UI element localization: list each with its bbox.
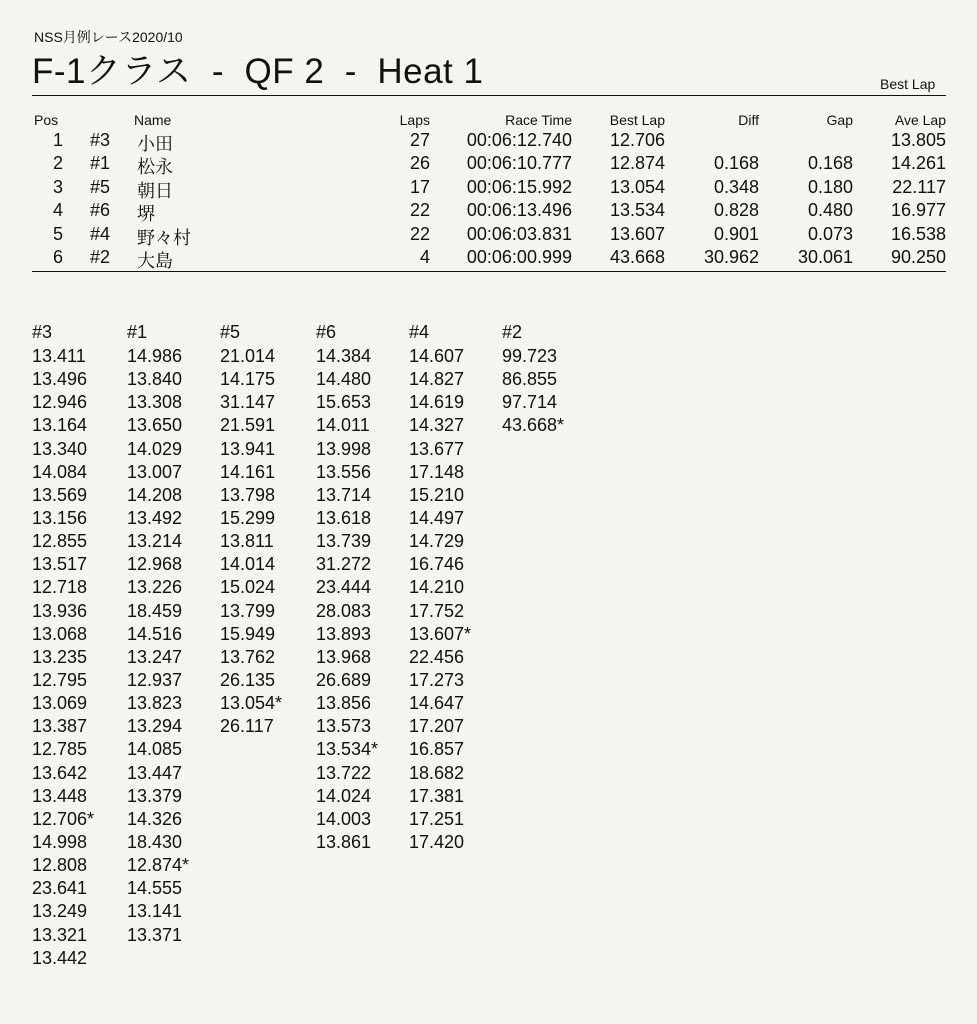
result-pos: 1	[53, 130, 64, 150]
result-car-number: #6	[90, 200, 111, 221]
lap-time: 14.607	[409, 346, 465, 366]
lap-time: 31.272	[316, 554, 372, 575]
lap-time: 14.014	[220, 554, 276, 575]
lap-time: 14.085	[127, 739, 183, 760]
lap-time: 13.556	[316, 461, 372, 482]
result-laps: 27	[409, 130, 430, 150]
result-driver-name: 小田	[137, 134, 173, 154]
lap-time: 13.321	[32, 924, 88, 945]
lap-time: 26.117	[220, 716, 274, 737]
lap-time: 12.706*	[32, 808, 95, 829]
lap-time: 14.208	[127, 484, 183, 505]
lap-time: 15.653	[316, 392, 372, 413]
result-best-lap: 12.874	[609, 153, 665, 174]
lap-time: 14.210	[409, 577, 465, 598]
lap-time: 13.569	[32, 484, 88, 505]
lap-time: 18.459	[127, 600, 183, 621]
lap-time: 12.946	[32, 392, 88, 413]
result-race-time: 00:06:15.992	[466, 176, 572, 197]
lap-time: 15.210	[409, 484, 465, 505]
lap-time: 12.795	[32, 669, 88, 690]
lap-time: 13.517	[32, 554, 88, 575]
lap-time: 21.014	[220, 346, 276, 366]
result-laps: 22	[409, 223, 430, 244]
col-pos-header: Pos	[34, 112, 59, 128]
lap-time: 18.682	[409, 762, 465, 783]
result-best-lap: 43.668	[609, 246, 665, 267]
lap-time: 12.718	[32, 577, 88, 598]
lap-time: 13.739	[316, 531, 372, 552]
lap-time: 13.573	[316, 716, 372, 737]
result-best-lap: 13.607	[609, 223, 665, 244]
lap-time: 31.147	[220, 392, 276, 413]
lap-time: 13.249	[32, 901, 88, 922]
result-ave-lap: 90.250	[890, 246, 946, 267]
lap-time: 12.808	[32, 855, 88, 876]
lap-time: 14.003	[316, 808, 372, 829]
lap-time: 14.555	[127, 878, 183, 899]
lap-time: 13.141	[127, 901, 183, 922]
lap-time: 13.936	[32, 600, 88, 621]
result-pos: 4	[53, 200, 64, 221]
lap-time: 13.856	[316, 693, 372, 714]
lap-time: 12.874*	[127, 855, 190, 876]
lap-time: 14.029	[127, 438, 183, 459]
table-row	[0, 247, 977, 270]
table-rule	[32, 271, 946, 272]
lap-time: 13.007	[127, 461, 183, 482]
result-laps: 17	[409, 176, 430, 197]
lap-time: 17.273	[409, 669, 465, 690]
lap-time: 14.480	[316, 369, 372, 390]
lap-time: 13.214	[127, 531, 183, 552]
result-driver-name: 大島	[137, 250, 173, 271]
lap-time: 28.083	[316, 600, 372, 621]
lap-time: 12.785	[32, 739, 88, 760]
lap-time: 14.619	[409, 392, 465, 413]
lap-time: 13.411	[32, 346, 86, 366]
lap-time: 13.642	[32, 762, 88, 783]
result-race-time: 00:06:00.999	[466, 246, 572, 267]
result-driver-name: 野々村	[137, 227, 191, 248]
lap-time: 12.968	[127, 554, 183, 575]
lap-time: 17.381	[409, 785, 465, 806]
result-pos: 6	[53, 246, 64, 267]
result-diff: 0.901	[713, 223, 759, 244]
lap-time: 13.340	[32, 438, 88, 459]
results-header-row	[0, 110, 977, 130]
lap-column	[32, 322, 94, 971]
result-laps: 22	[409, 200, 430, 221]
result-ave-lap: 13.805	[890, 130, 946, 150]
lap-column	[220, 322, 282, 739]
best-lap-caption: Best Lap	[880, 76, 936, 92]
lap-time: 17.207	[409, 716, 465, 737]
lap-time: 97.714	[502, 392, 558, 413]
lap-time: 21.591	[220, 415, 276, 436]
col-gap-header: Gap	[826, 112, 853, 128]
lap-time: 23.641	[32, 878, 88, 899]
lap-time: 13.379	[127, 785, 183, 806]
result-car-number: #1	[90, 153, 111, 174]
lap-time: 14.161	[220, 461, 276, 482]
lap-time: 13.534*	[316, 739, 379, 760]
col-diff-header: Diff	[738, 112, 759, 128]
result-diff: 0.348	[713, 176, 759, 197]
lap-time: 14.175	[220, 369, 276, 390]
result-diff: 0.828	[713, 200, 759, 221]
page-title: F-1クラス - QF 2 - Heat 1	[32, 52, 484, 91]
table-row	[0, 153, 977, 176]
col-name-header: Name	[134, 112, 172, 128]
lap-time: 15.949	[220, 623, 276, 644]
result-gap: 30.061	[797, 246, 853, 267]
lap-time: 26.689	[316, 669, 372, 690]
lap-time: 15.024	[220, 577, 276, 598]
lap-time: 14.827	[409, 369, 465, 390]
lap-time: 26.135	[220, 669, 276, 690]
lap-time: 13.840	[127, 369, 183, 390]
event-subtitle: NSS月例レース2020/10	[34, 29, 183, 45]
result-pos: 5	[53, 223, 64, 244]
result-best-lap: 12.706	[609, 130, 665, 150]
lap-time: 13.447	[127, 762, 183, 783]
header-rule	[32, 95, 946, 96]
col-best-lap-header: Best Lap	[609, 112, 665, 128]
lap-time: 14.084	[32, 461, 88, 482]
lap-time: 14.497	[409, 507, 465, 528]
lap-time: 12.855	[32, 531, 88, 552]
lap-column	[409, 322, 471, 855]
lap-time: 13.650	[127, 415, 183, 436]
table-row	[0, 177, 977, 200]
lap-column-car-number: #5	[220, 322, 241, 342]
result-car-number: #4	[90, 223, 111, 244]
lap-time: 23.444	[316, 577, 372, 598]
lap-time: 13.492	[127, 507, 183, 528]
result-race-time: 00:06:03.831	[466, 223, 572, 244]
result-gap: 0.480	[807, 200, 853, 221]
result-car-number: #5	[90, 176, 111, 197]
lap-time: 17.420	[409, 831, 465, 852]
lap-column	[127, 322, 189, 948]
result-driver-name: 堺	[137, 204, 155, 225]
lap-time: 14.384	[316, 346, 372, 366]
lap-column	[316, 322, 378, 855]
lap-time: 99.723	[502, 346, 558, 366]
result-race-time: 00:06:13.496	[466, 200, 572, 221]
lap-time: 13.496	[32, 369, 88, 390]
lap-time: 14.516	[127, 623, 183, 644]
lap-time: 14.986	[127, 346, 183, 366]
result-car-number: #2	[90, 246, 111, 267]
lap-time: 16.746	[409, 554, 465, 575]
lap-time: 12.937	[127, 669, 183, 690]
result-driver-name: 松永	[137, 157, 173, 178]
result-pos: 2	[53, 153, 64, 174]
lap-time: 13.442	[32, 947, 88, 968]
result-best-lap: 13.534	[609, 200, 665, 221]
result-ave-lap: 16.538	[890, 223, 946, 244]
lap-time: 86.855	[502, 369, 558, 390]
lap-column-car-number: #1	[127, 322, 148, 342]
lap-time: 14.647	[409, 693, 465, 714]
lap-column	[502, 322, 564, 439]
lap-time: 13.164	[32, 415, 88, 436]
lap-time: 13.068	[32, 623, 88, 644]
result-driver-name: 朝日	[137, 180, 173, 201]
lap-time: 13.156	[32, 507, 88, 528]
lap-time: 13.308	[127, 392, 183, 413]
col-ave-lap-header: Ave Lap	[894, 112, 946, 128]
col-laps-header: Laps	[399, 112, 430, 128]
result-gap: 0.073	[807, 223, 853, 244]
lap-time: 13.247	[127, 646, 183, 667]
lap-time: 13.294	[127, 716, 183, 737]
lap-column-car-number: #6	[316, 322, 337, 342]
lap-column-car-number: #2	[502, 322, 523, 342]
lap-time: 13.677	[409, 438, 465, 459]
lap-time: 17.752	[409, 600, 465, 621]
result-race-time: 00:06:12.740	[466, 130, 572, 150]
lap-time: 14.326	[127, 808, 183, 829]
result-best-lap: 13.054	[609, 176, 665, 197]
result-diff: 0.168	[713, 153, 759, 174]
lap-time: 13.941	[220, 438, 276, 459]
lap-column-car-number: #4	[409, 322, 430, 342]
result-race-time: 00:06:10.777	[466, 153, 572, 174]
lap-time: 13.235	[32, 646, 88, 667]
result-laps: 26	[409, 153, 430, 174]
lap-time: 13.823	[127, 693, 183, 714]
result-gap: 0.180	[807, 176, 853, 197]
lap-column-car-number: #3	[32, 322, 53, 342]
lap-time: 13.387	[32, 716, 88, 737]
result-ave-lap: 16.977	[890, 200, 946, 221]
results-table	[0, 110, 977, 270]
lap-time: 13.069	[32, 693, 88, 714]
result-laps: 4	[419, 246, 430, 267]
lap-time: 13.371	[127, 924, 183, 945]
lap-time: 13.722	[316, 762, 372, 783]
lap-time: 17.148	[409, 461, 465, 482]
lap-time: 13.893	[316, 623, 372, 644]
result-gap: 0.168	[807, 153, 853, 174]
lap-time: 13.998	[316, 438, 372, 459]
lap-time: 13.714	[316, 484, 372, 505]
lap-time: 14.998	[32, 831, 88, 852]
lap-time: 13.762	[220, 646, 276, 667]
lap-time: 43.668*	[502, 415, 565, 436]
result-pos: 3	[53, 176, 64, 197]
lap-time: 13.054*	[220, 693, 283, 714]
result-car-number: #3	[90, 130, 111, 150]
lap-time: 16.857	[409, 739, 465, 760]
lap-time: 13.618	[316, 507, 372, 528]
result-ave-lap: 14.261	[890, 153, 946, 174]
lap-time: 18.430	[127, 831, 183, 852]
lap-time: 14.024	[316, 785, 372, 806]
lap-time: 13.226	[127, 577, 183, 598]
table-row	[0, 130, 977, 153]
lap-time: 22.456	[409, 646, 465, 667]
lap-time: 13.799	[220, 600, 276, 621]
lap-time: 14.327	[409, 415, 465, 436]
table-row	[0, 224, 977, 247]
result-ave-lap: 22.117	[892, 176, 946, 197]
lap-time: 14.729	[409, 531, 465, 552]
lap-time: 15.299	[220, 507, 276, 528]
result-diff: 30.962	[703, 246, 759, 267]
lap-time: 13.861	[316, 831, 372, 852]
col-race-time-header: Race Time	[505, 112, 572, 128]
lap-time: 13.798	[220, 484, 276, 505]
lap-time: 14.011	[316, 415, 370, 436]
lap-time: 13.811	[220, 531, 274, 552]
lap-time: 13.607*	[409, 623, 472, 644]
lap-time: 13.448	[32, 785, 88, 806]
lap-time: 17.251	[409, 808, 465, 829]
table-row	[0, 200, 977, 223]
lap-time: 13.968	[316, 646, 372, 667]
